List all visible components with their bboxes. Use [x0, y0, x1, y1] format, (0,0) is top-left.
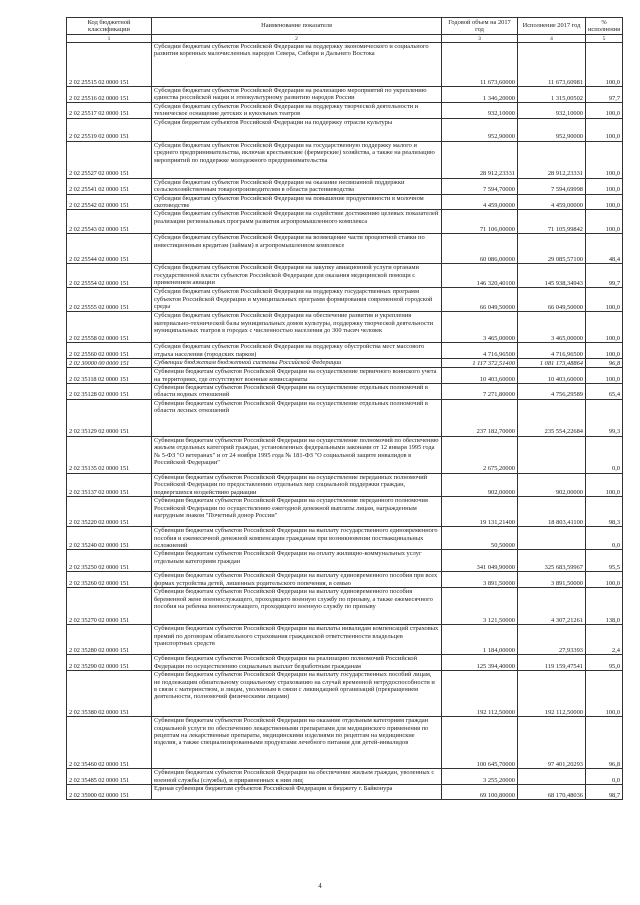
- row-code: 2 02 25541 02 0000 151: [67, 178, 152, 194]
- row-name: Субсидии бюджетам субъектов Российской Федерации на повышение продуктивности в молочном скотоводстве: [152, 194, 442, 210]
- row-code: 2 02 35900 02 0000 151: [67, 784, 152, 799]
- row-percent: 99,3: [586, 399, 623, 436]
- row-percent: 0,0: [586, 527, 623, 550]
- row-fact: 3 891,50000: [518, 572, 586, 588]
- row-name: Субсидии бюджетам субъектов Российской Федерации на государственную поддержку малого и среднего предпринимательства, включая крестьянские (фермерские) хозяйства, а также на реализацию мероприятий по поддержке молодежного предпринимательства: [152, 141, 442, 178]
- table-row: [67, 671, 623, 717]
- row-code: 2 02 35290 02 0000 151: [67, 655, 152, 671]
- row-code: 2 02 35280 02 0000 151: [67, 625, 152, 655]
- header-code: Код бюджетной классификации: [67, 18, 152, 35]
- row-name: Субвенции бюджетам субъектов Российской Федерации на обеспечение жильем граждан, уволенных с военной службы (службы), и приравненных к ним лиц: [152, 769, 442, 785]
- table-row: [67, 103, 623, 119]
- table-row: [67, 588, 623, 625]
- row-fact: 235 554,22684: [518, 399, 586, 436]
- row-plan: 3 255,20000: [442, 769, 518, 785]
- row-fact: 68 170,48036: [518, 784, 586, 799]
- row-code: 2 02 35485 02 0000 151: [67, 769, 152, 785]
- row-name: Субсидии бюджетам субъектов Российской Федерации на обеспечение развития и укрепления материально-технической базы муниципальных домов культуры, поддержку творческой деятельности муниципальных театров в городах с численностью населения до 300 тысяч человек: [152, 312, 442, 343]
- row-code: 2 02 35270 02 0000 151: [67, 588, 152, 625]
- row-percent: 100,0: [586, 288, 623, 312]
- table-row: [67, 312, 623, 343]
- row-percent: 100,0: [586, 141, 623, 178]
- row-name: Субвенции бюджетам субъектов Российской Федерации на осуществление первичного воинского учета на территориях, где отсутствуют военные комиссариаты: [152, 368, 442, 384]
- row-plan: 3 891,50000: [442, 572, 518, 588]
- row-name: Субвенции бюджетам субъектов Российской Федерации на выплаты инвалидам компенсаций страховых премий по договорам обязательного страхования гражданской ответственности владельцев транспортных средств: [152, 625, 442, 655]
- table-row: [67, 118, 623, 141]
- row-name: Субвенции бюджетам субъектов Российской Федерации на оплату жилищно-коммунальных услуг отдельным категориям граждан: [152, 550, 442, 572]
- row-plan: 71 106,00000: [442, 210, 518, 234]
- table-row: [67, 178, 623, 194]
- row-name: Субсидии бюджетам субъектов Российской Федерации на закупку авиационной услуги органами государственной власти субъектов Российской Федерации для оказания медицинской помощи с применением авиации: [152, 264, 442, 288]
- row-fact: 4 459,00000: [518, 194, 586, 210]
- row-code: 2 02 35118 02 0000 151: [67, 368, 152, 384]
- row-code: 2 02 25558 02 0000 151: [67, 312, 152, 343]
- row-code: 2 02 25544 02 0000 151: [67, 234, 152, 264]
- row-plan: 4 716,96500: [442, 343, 518, 359]
- row-fact: 66 049,50000: [518, 288, 586, 312]
- row-plan: 100 645,70000: [442, 717, 518, 769]
- row-plan: 28 912,23331: [442, 141, 518, 178]
- table-row: [67, 141, 623, 178]
- table-row: [67, 769, 623, 785]
- page-number: 4: [318, 882, 322, 890]
- column-number: 2: [152, 35, 442, 43]
- row-percent: 99,7: [586, 264, 623, 288]
- row-code: 2 02 25555 02 0000 151: [67, 288, 152, 312]
- row-percent: 96,8: [586, 717, 623, 769]
- table-row: [67, 288, 623, 312]
- row-plan: 7 271,80000: [442, 384, 518, 400]
- row-plan: 4 459,00000: [442, 194, 518, 210]
- row-code: 2 02 35250 02 0000 151: [67, 550, 152, 572]
- column-number-row: [67, 35, 623, 43]
- table-row: [67, 572, 623, 588]
- row-fact: 902,00000: [518, 473, 586, 496]
- table-row: [67, 343, 623, 359]
- row-percent: 96,8: [586, 359, 623, 368]
- row-fact: [518, 527, 586, 550]
- row-percent: 100,0: [586, 473, 623, 496]
- row-name: Субвенции бюджетам субъектов Российской Федерации на осуществление полномочий по обеспечению жильем отдельных категорий граждан, установленных федеральными законами от 12 января 1995 года № 5-ФЗ "О ветеранах" и от 24 ноября 1995 года № 181-ФЗ "О социальной защите инвалидов в Российской Федерации": [152, 436, 442, 473]
- row-plan: 50,50000: [442, 527, 518, 550]
- row-percent: 100,0: [586, 312, 623, 343]
- header-row: [67, 18, 623, 35]
- row-plan: 3 121,50000: [442, 588, 518, 625]
- row-plan: 66 049,50000: [442, 288, 518, 312]
- row-fact: 145 938,34943: [518, 264, 586, 288]
- row-percent: 100,0: [586, 103, 623, 119]
- row-plan: 237 182,70000: [442, 399, 518, 436]
- row-percent: 0,0: [586, 769, 623, 785]
- header-fact: Исполнение 2017 год: [518, 18, 586, 35]
- row-name: Субсидии бюджетам субъектов Российской Федерации на поддержку экономического и социального развития коренных малочисленных народов Севера, Сибири и Дальнего Востока: [152, 43, 442, 87]
- row-plan: 1 346,20000: [442, 87, 518, 103]
- row-percent: 95,5: [586, 550, 623, 572]
- row-percent: 0,0: [586, 436, 623, 473]
- row-plan: 341 049,90000: [442, 550, 518, 572]
- row-percent: 100,0: [586, 343, 623, 359]
- row-name: Субвенции бюджетам субъектов Российской Федерации на выплату единовременного пособия при всех формах устройства детей, лишенных родительского попечения, в семью: [152, 572, 442, 588]
- table-row: [67, 473, 623, 496]
- row-fact: 11 673,60981: [518, 43, 586, 87]
- row-name: Субсидия бюджетам субъектов Российской Федерации на поддержку отрасли культуры: [152, 118, 442, 141]
- row-percent: 98,7: [586, 784, 623, 799]
- table-row: [67, 550, 623, 572]
- column-number: 4: [518, 35, 586, 43]
- row-name: Субвенции бюджетам субъектов Российской Федерации на осуществление переданных полномочий Российской Федерации по предоставлению отдельных мер социальной поддержки граждан, подвергшихся воздействию радиации: [152, 473, 442, 496]
- row-name: Субвенции бюджетам субъектов Российской Федерации на оказание отдельным категориям граждан социальной услуги по обеспечению лекарственными препаратами для медицинского применения по рецептам на лекарственные препараты, медицинскими изделиями по рецептам на медицинские изделия, а также специализированными продуктами лечебного питания для детей-инвалидов: [152, 717, 442, 769]
- row-plan: 902,00000: [442, 473, 518, 496]
- row-plan: 192 112,50000: [442, 671, 518, 717]
- table-row: [67, 194, 623, 210]
- row-code: 2 02 30000 00 0000 151: [67, 359, 152, 368]
- table-row: [67, 368, 623, 384]
- row-percent: 100,0: [586, 178, 623, 194]
- row-fact: 29 085,57100: [518, 234, 586, 264]
- row-code: 2 02 35260 02 0000 151: [67, 572, 152, 588]
- row-fact: 119 159,47541: [518, 655, 586, 671]
- row-percent: 100,0: [586, 671, 623, 717]
- header-percent: % исполнения: [586, 18, 623, 35]
- column-number: 1: [67, 35, 152, 43]
- row-code: 2 02 25542 02 0000 151: [67, 194, 152, 210]
- row-name: Субсидии бюджетам субъектов Российской Федерации на поддержку государственных программ субъектов Российской Федерации и муниципальных программ формирования современной городской среды: [152, 288, 442, 312]
- row-fact: 3 465,00000: [518, 312, 586, 343]
- row-plan: 146 320,40100: [442, 264, 518, 288]
- row-fact: 932,10000: [518, 103, 586, 119]
- row-name: Субсидии бюджетам субъектов Российской Федерации на реализацию мероприятий по укреплению единства российской нации и этнокультурному развитию народов России: [152, 87, 442, 103]
- row-fact: 1 081 173,48864: [518, 359, 586, 368]
- table-row: [67, 625, 623, 655]
- row-fact: [518, 436, 586, 473]
- row-percent: 100,0: [586, 43, 623, 87]
- row-fact: 27,93393: [518, 625, 586, 655]
- row-percent: 100,0: [586, 210, 623, 234]
- row-code: 2 02 25543 02 0000 151: [67, 210, 152, 234]
- row-code: 2 02 25515 02 0000 151: [67, 43, 152, 87]
- row-fact: 4 716,96500: [518, 343, 586, 359]
- column-number: 5: [586, 35, 623, 43]
- row-fact: 1 315,00502: [518, 87, 586, 103]
- table-row: [67, 210, 623, 234]
- row-name: Субвенции бюджетам субъектов Российской Федерации на реализацию полномочий Российской Федерации по осуществлению социальных выплат безработным гражданам: [152, 655, 442, 671]
- row-name: Субсидии бюджетам субъектов Российской Федерации на поддержку творческой деятельности и техническое оснащение детских и кукольных театров: [152, 103, 442, 119]
- row-name: Субвенции бюджетам субъектов Российской Федерации на осуществление переданного полномочия Российской Федерации по осуществлению ежегодной денежной выплаты лицам, награжденным нагрудным знаком "Почетный донор России": [152, 497, 442, 527]
- row-name: Субвенции бюджетам субъектов Российской Федерации на выплату государственного единовременного пособия и ежемесячной денежной компенсации гражданам при возникновении поствакцинальных осложнений: [152, 527, 442, 550]
- row-plan: 952,90000: [442, 118, 518, 141]
- row-code: 2 02 25516 02 0000 151: [67, 87, 152, 103]
- table-row: [67, 784, 623, 799]
- column-number: 3: [442, 35, 518, 43]
- row-fact: [518, 769, 586, 785]
- table-row: [67, 497, 623, 527]
- row-name: Субсидии бюджетам субъектов Российской Федерации на оказание несвязанной поддержки сельскохозяйственным товаропроизводителям в области растениеводства: [152, 178, 442, 194]
- table-row: [67, 384, 623, 400]
- row-plan: 19 131,21400: [442, 497, 518, 527]
- header-name: Наименование показателя: [152, 18, 442, 35]
- row-fact: 952,90000: [518, 118, 586, 141]
- row-plan: 11 673,60000: [442, 43, 518, 87]
- row-percent: 100,0: [586, 368, 623, 384]
- row-fact: 28 912,23331: [518, 141, 586, 178]
- table-row: [67, 527, 623, 550]
- row-name: Субвенции бюджетам субъектов Российской Федерации на выплату государственных пособий лицам, не подлежащим обязательному социальному страхованию на случай временной нетрудоспособности и в связи с материнством, и лицам, уволенным в связи с ликвидацией организаций (прекращением деятельности, полномочий физическими лицами): [152, 671, 442, 717]
- row-plan: 7 594,70000: [442, 178, 518, 194]
- table-row: [67, 87, 623, 103]
- row-code: 2 02 25554 02 0000 151: [67, 264, 152, 288]
- row-percent: 100,0: [586, 572, 623, 588]
- row-code: 2 02 35220 02 0000 151: [67, 497, 152, 527]
- table-row: [67, 436, 623, 473]
- row-plan: 125 394,40000: [442, 655, 518, 671]
- row-plan: 1 184,00000: [442, 625, 518, 655]
- row-name: Субвенции бюджетам субъектов Российской Федерации на выплату единовременного пособия беременной жене военнослужащего, проходящего военную службу по призыву, а также ежемесячного пособия на ребенка военнослужащего, проходящего военную службу по призыву: [152, 588, 442, 625]
- row-percent: 97,7: [586, 87, 623, 103]
- row-fact: 10 403,60000: [518, 368, 586, 384]
- table-row: [67, 655, 623, 671]
- row-fact: 97 401,20293: [518, 717, 586, 769]
- row-percent: 65,4: [586, 384, 623, 400]
- row-code: 2 02 35137 02 0000 151: [67, 473, 152, 496]
- row-fact: 192 112,50000: [518, 671, 586, 717]
- row-percent: 48,4: [586, 234, 623, 264]
- row-percent: 2,4: [586, 625, 623, 655]
- row-code: 2 02 35380 02 0000 151: [67, 671, 152, 717]
- row-plan: 3 465,00000: [442, 312, 518, 343]
- row-code: 2 02 25560 02 0000 151: [67, 343, 152, 359]
- row-name: Субвенции бюджетам бюджетной системы Российской Федерации: [152, 359, 442, 368]
- table-row: [67, 717, 623, 769]
- row-fact: 18 803,41100: [518, 497, 586, 527]
- row-code: 2 02 35135 02 0000 151: [67, 436, 152, 473]
- row-plan: 69 100,80000: [442, 784, 518, 799]
- row-fact: 4 307,21261: [518, 588, 586, 625]
- row-percent: 95,0: [586, 655, 623, 671]
- row-code: 2 02 35128 02 0000 151: [67, 384, 152, 400]
- row-plan: 10 403,60000: [442, 368, 518, 384]
- row-name: Единая субвенция бюджетам субъектов Российской Федерации и бюджету г. Байконура: [152, 784, 442, 799]
- row-name: Субвенции бюджетам субъектов Российской Федерации на осуществление отдельных полномочий в области лесных отношений: [152, 399, 442, 436]
- row-code: 2 02 35129 02 0000 151: [67, 399, 152, 436]
- table-row: [67, 234, 623, 264]
- row-fact: 325 683,59967: [518, 550, 586, 572]
- table-row: [67, 399, 623, 436]
- row-name: Субвенции бюджетам субъектов Российской Федерации на осуществление отдельных полномочий в области водных отношений: [152, 384, 442, 400]
- row-percent: 100,0: [586, 118, 623, 141]
- row-code: 2 02 25517 02 0000 151: [67, 103, 152, 119]
- table-row: [67, 43, 623, 87]
- row-percent: 98,3: [586, 497, 623, 527]
- row-code: 2 02 35240 02 0000 151: [67, 527, 152, 550]
- row-name: Субсидии бюджетам субъектов Российской Федерации на содействие достижению целевых показателей реализации региональных программ развития агропромышленного комплекса: [152, 210, 442, 234]
- row-fact: 4 756,29589: [518, 384, 586, 400]
- row-plan: 60 086,00000: [442, 234, 518, 264]
- row-plan: 1 117 372,51400: [442, 359, 518, 368]
- row-name: Субсидии бюджетам субъектов Российской Федерации на поддержку обустройства мест массового отдыха населения (городских парков): [152, 343, 442, 359]
- row-percent: 138,0: [586, 588, 623, 625]
- row-name: Субсидии бюджетам субъектов Российской Федерации на возмещение части процентной ставки по инвестиционным кредитам (займам) в агропромышленном комплексе: [152, 234, 442, 264]
- row-percent: 100,0: [586, 194, 623, 210]
- row-fact: 7 594,69998: [518, 178, 586, 194]
- header-plan: Годовой объем на 2017 год: [442, 18, 518, 35]
- row-code: 2 02 25519 02 0000 151: [67, 118, 152, 141]
- row-plan: 932,10000: [442, 103, 518, 119]
- row-code: 2 02 35460 02 0000 151: [67, 717, 152, 769]
- table-row: [67, 264, 623, 288]
- row-code: 2 02 25527 02 0000 151: [67, 141, 152, 178]
- budget-table: [66, 17, 623, 800]
- table-row: [67, 359, 623, 368]
- table-body: [67, 43, 623, 800]
- row-plan: 2 675,20000: [442, 436, 518, 473]
- row-fact: 71 105,99842: [518, 210, 586, 234]
